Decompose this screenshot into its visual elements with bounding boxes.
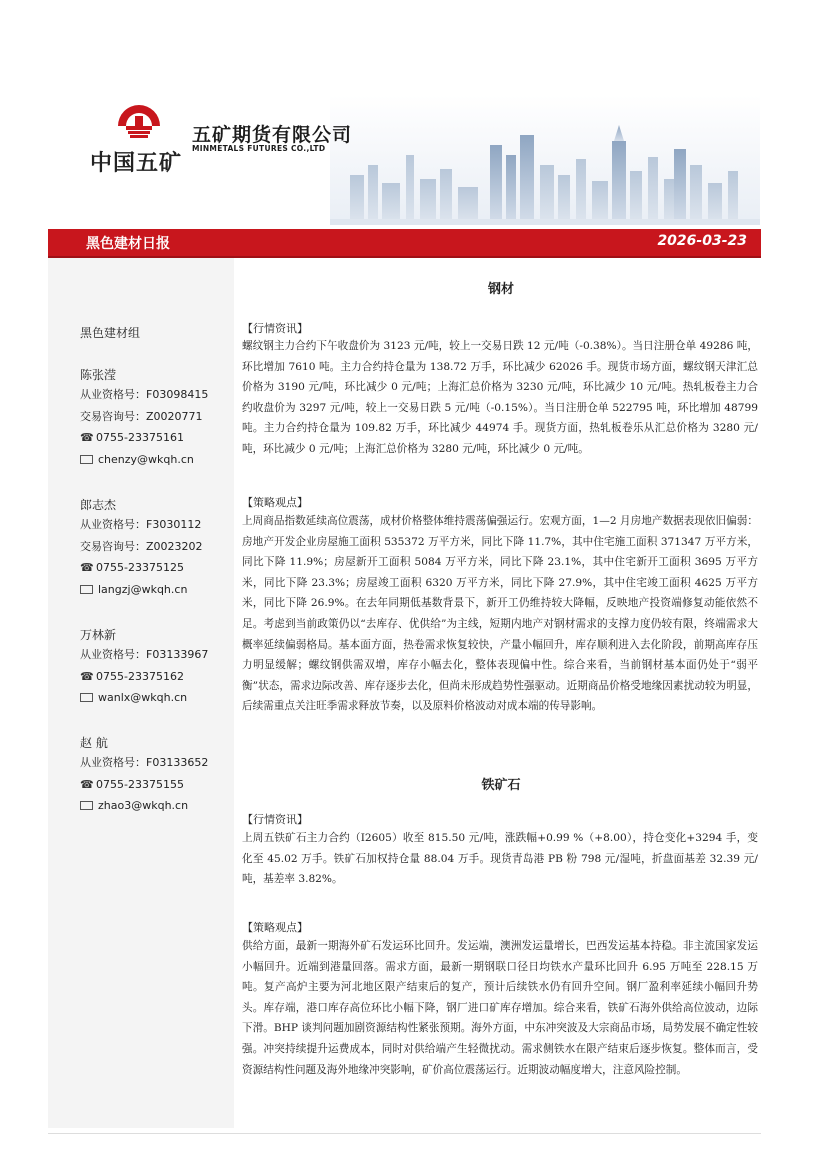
group-logo-text: 中国五矿 bbox=[90, 151, 183, 176]
iron-ore-strategy: 供给方面，最新一期海外矿石发运环比回升。发运端，澳洲发运量增长，巴西发运基本持稳。非主流国家发运小幅回升。近端到港量回落。需求方面，最新一期钢联口径日均铁水产量环比回升 6.95 万吨至 228.15 万吨。复产高炉主要为河北地区限产结束后的复产，预计后续铁水仍有回升空间。钢厂盈利率延续小幅回升势头。库存端，港口库存高位环比小幅下降，钢厂进口矿库存增加。综合来看，铁矿石海外供给高位波动，边际下滑。BHP 谈判问题加剧资源结构性紧张预期。海外方面，中东冲突波及大宗商品市场，局势发展不确定性较强。冲突持续提升运费成本，同时对供给端产生轻微扰动。需求侧铁水在限产结束后逐步恢复。整体而言，受资源结构性问题及海外地缘冲突影响，矿价高位震荡运行。近期波动幅度增大，注意风险控制。 bbox=[242, 940, 758, 1076]
analyst-name: 赵 航 bbox=[80, 736, 108, 750]
phone-icon: ☎ bbox=[80, 431, 94, 444]
analyst-card bbox=[80, 366, 240, 474]
strategy-tag: 【策略观点】 bbox=[242, 496, 308, 509]
phone-icon: ☎ bbox=[80, 777, 94, 791]
analyst-email[interactable]: langzj@wkqh.cn bbox=[98, 582, 188, 596]
analyst-email[interactable]: chenzy@wkqh.cn bbox=[98, 452, 194, 466]
company-name-en: MINMETALS FUTURES CO.,LTD bbox=[192, 144, 326, 153]
company-name-cn: 五矿期货有限公司 bbox=[192, 124, 353, 146]
section-title-iron-ore: 铁矿石 bbox=[481, 778, 521, 793]
analyst-phone: 0755-23375155 bbox=[96, 777, 184, 791]
analyst-phone: 0755-23375162 bbox=[96, 669, 184, 683]
iron-ore-market-info: 上周五铁矿石主力合约（I2605）收至 815.50 元/吨，涨跌幅+0.99 %（+8.00），持仓变化+3294 手，变化至 45.02 万手。铁矿石加权持仓量 88.04 万手。现货青岛港 PB 粉 798 元/湿吨，折盘面基差 32.39 元/吨，基差率 3.82%。 bbox=[242, 832, 758, 886]
analyst-phone: 0755-23375125 bbox=[96, 561, 184, 574]
mail-icon bbox=[80, 801, 93, 810]
steel-market-info: 螺纹钢主力合约下午收盘价为 3123 元/吨，较上一交易日跌 12 元/吨（-0.38%）。当日注册仓单 49286 吨，环比增加 7610 吨。主力合约持仓量为 138.72 万手，环比减少 62026 手。现货市场方面，螺纹钢天津汇总价格为 3190 元/吨，环比减少 0 元/吨；上海汇总价格为 3230 元/吨，环比减少 10 元/吨。热轧板卷主力合约收盘价为 3297 元/吨，较上一交易日跌 5 元/吨（-0.15%）。当日注册仓单 522795 吨，环比增加 48799 吨。主力合约持仓量为 109.82 万手，环比减少 44974 手。现货方面，热轧板卷乐从汇总价格为 3280 元/吨，环比减少 0 元/吨；上海汇总价格为 3280 元/吨，环比减少 0 元/吨。 bbox=[242, 340, 758, 455]
city-skyline-image bbox=[330, 95, 760, 225]
team-name: 黑色建材组 bbox=[80, 326, 141, 340]
minmetals-logo-icon bbox=[114, 102, 164, 144]
mail-icon bbox=[80, 455, 93, 464]
mail-icon bbox=[80, 693, 93, 702]
strategy-tag: 【策略观点】 bbox=[242, 921, 308, 934]
analyst-card bbox=[80, 734, 240, 821]
analyst-email[interactable]: wanlx@wkqh.cn bbox=[98, 691, 188, 704]
report-title-bar bbox=[48, 229, 761, 256]
market-info-tag: 【行情资讯】 bbox=[242, 322, 308, 335]
license-number: 从业资格号：F3030112 bbox=[80, 518, 202, 531]
analyst-name: 陈张滢 bbox=[80, 368, 117, 382]
report-title: 黑色建材日报 bbox=[86, 236, 170, 252]
analyst-name: 郎志杰 bbox=[80, 498, 117, 512]
mail-icon bbox=[80, 585, 93, 594]
consult-number: 交易咨询号：Z0023202 bbox=[80, 539, 203, 553]
analyst-card bbox=[80, 496, 240, 604]
consult-number: 交易咨询号：Z0020771 bbox=[80, 409, 203, 423]
section-title-steel: 钢材 bbox=[487, 282, 514, 297]
report-date: 2026-03-23 bbox=[657, 233, 747, 249]
analyst-phone: 0755-23375161 bbox=[96, 431, 184, 444]
report-header bbox=[0, 0, 826, 228]
analyst-name: 万林新 bbox=[80, 628, 117, 642]
license-number: 从业资格号：F03098415 bbox=[80, 388, 209, 401]
analyst-sidebar bbox=[48, 258, 234, 1128]
market-info-tag: 【行情资讯】 bbox=[242, 813, 308, 826]
analyst-card bbox=[80, 626, 240, 713]
phone-icon: ☎ bbox=[80, 561, 94, 574]
footer-divider bbox=[48, 1133, 761, 1134]
license-number: 从业资格号：F03133967 bbox=[80, 648, 209, 661]
steel-strategy: 上周商品指数延续高位震荡，成材价格整体维持震荡偏强运行。宏观方面，1—2 月房地产数据表现依旧偏弱：房地产开发企业房屋施工面积 535372 万平方米，同比下降 11.7%，其中住宅施工面积 371347 万平方米，同比下降 11.9%；房屋新开工面积 5084 万平方米，同比下降 23.1%，其中住宅新开工面积 3695 万平方米，同比下降 23.3%；房屋竣工面积 6320 万平方米，同比下降 27.9%，其中住宅竣工面积 4625 万平方米，同比下降 26.9%。在去年同期低基数背景下，新开工仍维持较大降幅，反映地产投资端修复动能依然不足。考虑到当前政策仍以“去库存、优供给”为主线，短期内地产对钢材需求的支撑力度仍较有限，终端需求大概率延续偏弱格局。基本面方面，热卷需求恢复较快，产量小幅回升，库存顺利进入去化阶段，前期高库存压力明显缓解；螺纹钢供需双增，库存小幅去化，整体表现偏中性。综合来看，当前钢材基本面仍处于“弱平衡”状态，需求边际改善、库存逐步去化，但尚未形成趋势性强驱动。近期商品价格受地缘因素扰动较为明显，后续需重点关注旺季需求释放节奏，以及原料价格波动对成本端的传导影响。 bbox=[242, 515, 758, 713]
analyst-email[interactable]: zhao3@wkqh.cn bbox=[98, 799, 189, 812]
phone-icon: ☎ bbox=[80, 669, 94, 683]
license-number: 从业资格号：F03133652 bbox=[80, 756, 209, 769]
